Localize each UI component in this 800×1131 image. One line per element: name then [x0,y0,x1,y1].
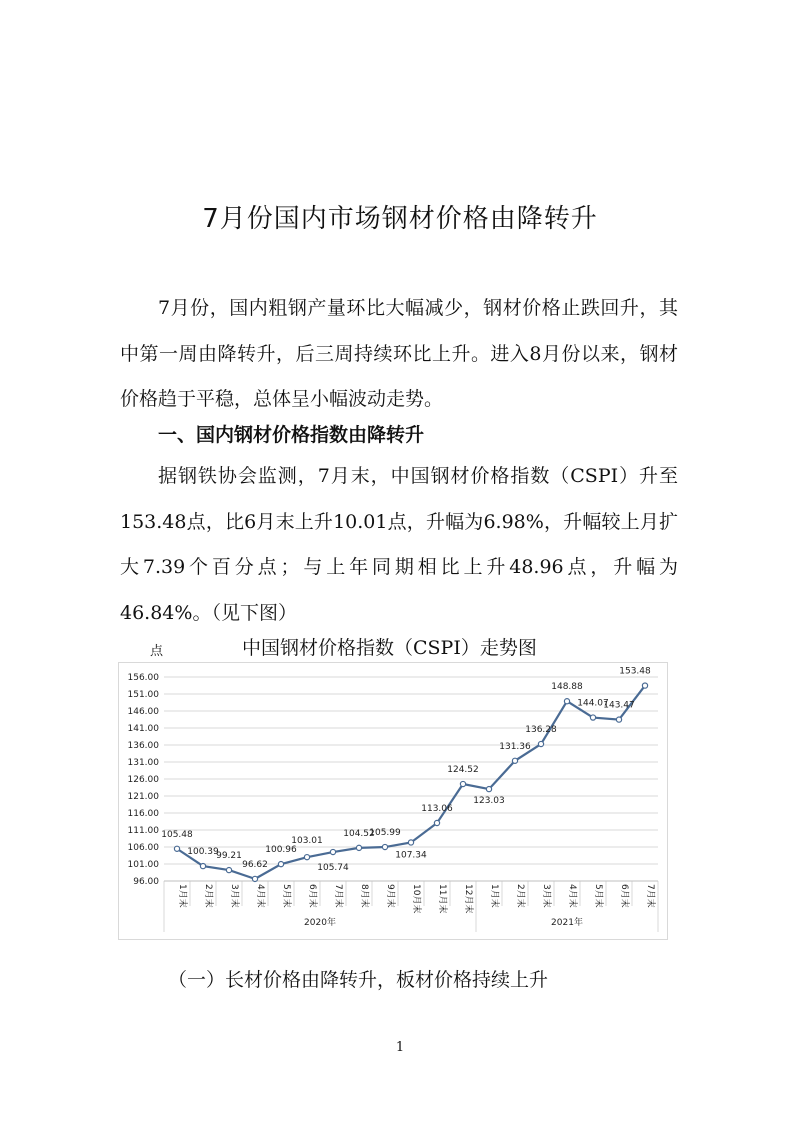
data-point [408,840,413,845]
data-label: 136.28 [525,725,557,736]
y-tick-label: 121.00 [127,792,159,802]
x-category-label: 1月末 [177,884,187,908]
x-category-label: 2月末 [515,884,525,908]
section-body: 据钢铁协会监测，7月末，中国钢材价格指数（CSPI）升至153.48点，比6月末上升10.01点，升幅为6.98%，升幅较上月扩大7.39个百分点；与上年同期相比上升48.96点，升幅为46.84%。（见下图） [120,465,678,624]
subsection-heading: （一）长材价格由降转升，板材价格持续上升 [168,969,549,991]
x-category-label: 10月末 [411,884,421,914]
data-label: 153.48 [619,666,651,677]
x-category-label: 12月末 [463,884,473,914]
data-label: 144.07 [577,698,609,709]
x-category-label: 3月末 [229,884,239,908]
data-point [330,849,335,854]
year-group-label: 2020年 [304,918,336,928]
intro-paragraph: 7月份，国内粗钢产量环比大幅减少，钢材价格止跌回升，其中第一周由降转升，后三周持续环比上升。进入8月份以来，钢材价格趋于平稳，总体呈小幅波动走势。 [120,297,678,410]
x-category-label: 5月末 [281,884,291,908]
data-point [304,855,309,860]
data-label: 100.96 [265,845,297,856]
data-point [486,786,491,791]
y-tick-label: 106.00 [127,843,159,853]
x-category-label: 4月末 [567,884,577,908]
y-tick-label: 156.00 [127,673,159,683]
data-label: 148.88 [551,682,583,693]
data-label: 100.39 [187,847,219,858]
cspi-line-chart [118,662,668,940]
data-point [226,867,231,872]
y-tick-label: 111.00 [127,826,159,836]
y-tick-label: 126.00 [127,775,159,785]
data-point [434,820,439,825]
y-tick-label: 151.00 [127,690,159,700]
data-point [512,758,517,763]
data-label: 113.06 [421,803,453,814]
data-point [252,876,257,881]
data-point [538,741,543,746]
data-point [642,683,647,688]
y-tick-label: 146.00 [127,707,159,717]
x-category-label: 9月末 [385,884,395,908]
chart-unit-label: 点 [150,644,164,659]
data-label: 104.52 [343,828,375,839]
y-tick-label: 101.00 [127,860,159,870]
data-label: 99.21 [216,851,242,862]
x-category-label: 11月末 [437,884,447,914]
data-label: 103.01 [291,836,323,847]
data-point [616,717,621,722]
x-category-label: 5月末 [593,884,603,908]
section-heading: 一、国内钢材价格指数由降转升 [158,424,425,446]
data-point [460,781,465,786]
year-group-label: 2021年 [551,918,583,928]
data-label: 105.48 [161,829,193,840]
data-label: 131.36 [499,741,531,752]
x-category-label: 7月末 [333,884,343,908]
x-category-label: 4月末 [255,884,265,908]
data-label: 96.62 [242,859,268,870]
page-number: 1 [395,1040,405,1055]
y-tick-label: 141.00 [127,724,159,734]
x-category-label: 3月末 [541,884,551,908]
data-label: 107.34 [395,850,427,861]
x-category-label: 1月末 [489,884,499,908]
data-label: 123.03 [473,796,505,807]
x-category-label: 6月末 [307,884,317,908]
x-category-label: 2月末 [203,884,213,908]
data-point [564,699,569,704]
data-point [356,845,361,850]
data-label: 105.99 [369,828,401,839]
data-point [382,844,387,849]
data-point [174,846,179,851]
document-title: 7月份国内市场钢材价格由降转升 [202,204,598,234]
chart-title: 中国钢材价格指数（CSPI）走势图 [242,637,537,659]
y-tick-label: 96.00 [133,877,159,887]
data-point [278,862,283,867]
y-tick-label: 116.00 [127,809,159,819]
x-category-label: 7月末 [645,884,655,908]
data-label: 124.52 [447,765,479,776]
data-point [590,715,595,720]
x-category-label: 6月末 [619,884,629,908]
y-tick-label: 131.00 [127,758,159,768]
y-tick-label: 136.00 [127,741,159,751]
data-point [200,863,205,868]
x-category-label: 8月末 [359,884,369,908]
data-label: 105.74 [317,863,349,874]
data-label: 143.47 [603,700,635,711]
